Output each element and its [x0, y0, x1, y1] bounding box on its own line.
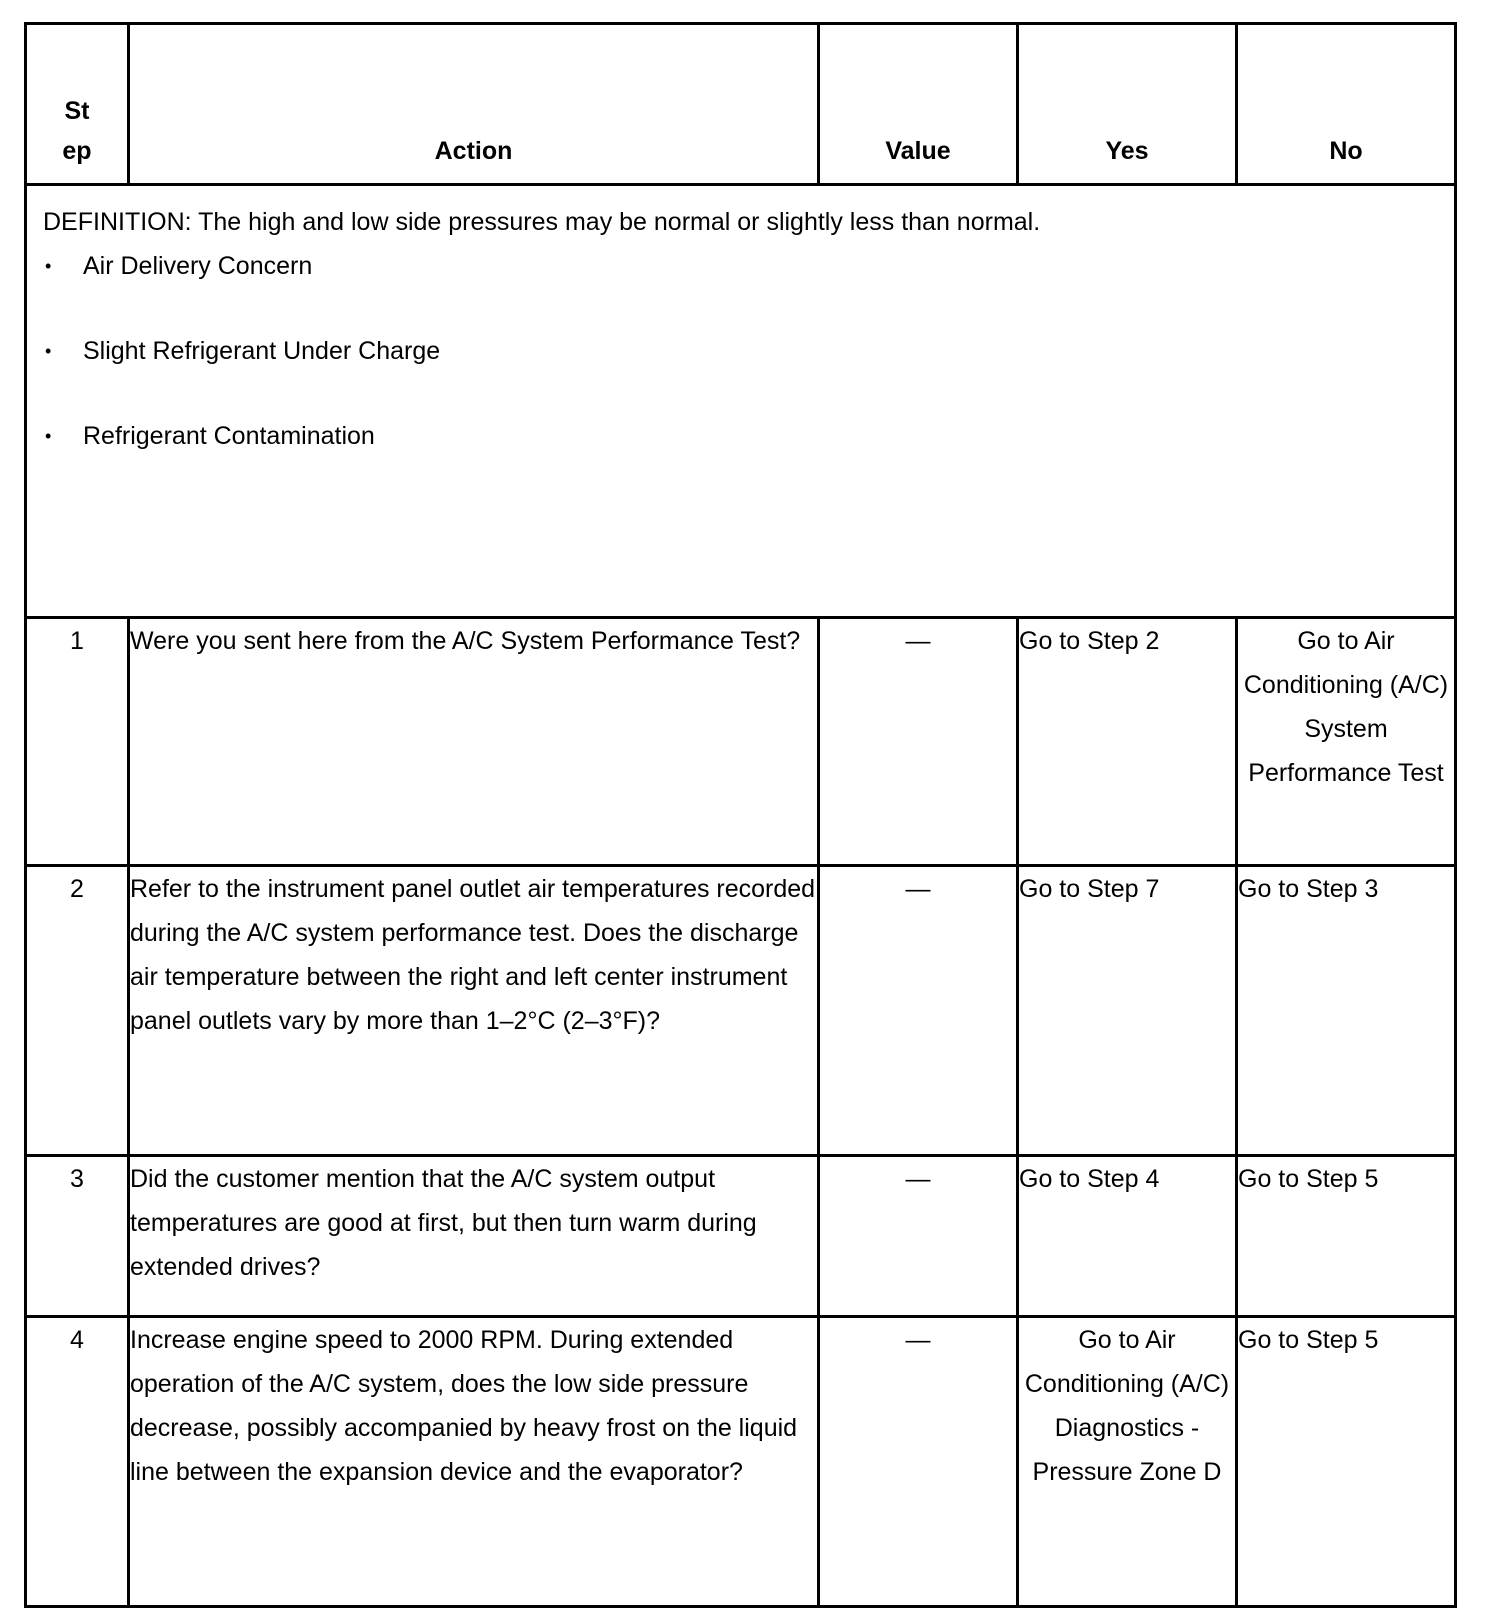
- definition-item: • Refrigerant Contamination: [43, 414, 1438, 458]
- yes-cell: Go to Step 4: [1018, 1156, 1237, 1317]
- definition-item: • Air Delivery Concern: [43, 244, 1438, 288]
- value-cell: —: [819, 866, 1018, 1156]
- bullet-icon: •: [45, 256, 52, 276]
- no-cell: Go to Air Conditioning (A/C) System Performance Test: [1237, 618, 1456, 866]
- step-number: 1: [26, 618, 129, 866]
- definition-text: DEFINITION: The high and low side pressures may be normal or slightly less than normal.: [43, 208, 1041, 236]
- diagnostic-table: [24, 22, 1457, 1608]
- no-cell: Go to Step 3: [1237, 866, 1456, 1156]
- yes-cell: Go to Step 2: [1018, 618, 1237, 866]
- table-row: [26, 1156, 1456, 1317]
- action-text: Were you sent here from the A/C System Performance Test?: [129, 618, 819, 866]
- header-value: Value: [819, 24, 1018, 185]
- value-cell: —: [819, 618, 1018, 866]
- header-action: Action: [129, 24, 819, 185]
- step-number: 4: [26, 1317, 129, 1607]
- step-number: 2: [26, 866, 129, 1156]
- definition-row: [26, 185, 1456, 618]
- no-cell: Go to Step 5: [1237, 1156, 1456, 1317]
- bullet-icon: •: [45, 341, 52, 361]
- bullet-icon: •: [45, 426, 52, 446]
- definition-list: [43, 244, 1438, 458]
- header-yes: Yes: [1018, 24, 1237, 185]
- header-no: No: [1237, 24, 1456, 185]
- yes-cell: Go to Air Conditioning (A/C) Diagnostics - Pressure Zone D: [1018, 1317, 1237, 1607]
- header-step: St ep: [26, 24, 129, 185]
- table-row: [26, 618, 1456, 866]
- table-row: [26, 1317, 1456, 1607]
- table-header-row: [26, 24, 1456, 185]
- no-cell: Go to Step 5: [1237, 1317, 1456, 1607]
- value-cell: —: [819, 1317, 1018, 1607]
- step-number: 3: [26, 1156, 129, 1317]
- value-cell: —: [819, 1156, 1018, 1317]
- yes-cell: Go to Step 7: [1018, 866, 1237, 1156]
- action-text: Increase engine speed to 2000 RPM. During extended operation of the A/C system, does the low side pressure decrease, possibly accompanied by heavy frost on the liquid line between the expansion device and the evaporator?: [129, 1317, 819, 1607]
- action-text: Did the customer mention that the A/C system output temperatures are good at first, but then turn warm during extended drives?: [129, 1156, 819, 1317]
- definition-cell: [26, 185, 1456, 618]
- definition-item: • Slight Refrigerant Under Charge: [43, 329, 1438, 373]
- table-row: [26, 866, 1456, 1156]
- action-text: Refer to the instrument panel outlet air temperatures recorded during the A/C system performance test. Does the discharge air temperature between the right and left center instrument panel outlets vary by more than 1–2°C (2–3°F)?: [129, 866, 819, 1156]
